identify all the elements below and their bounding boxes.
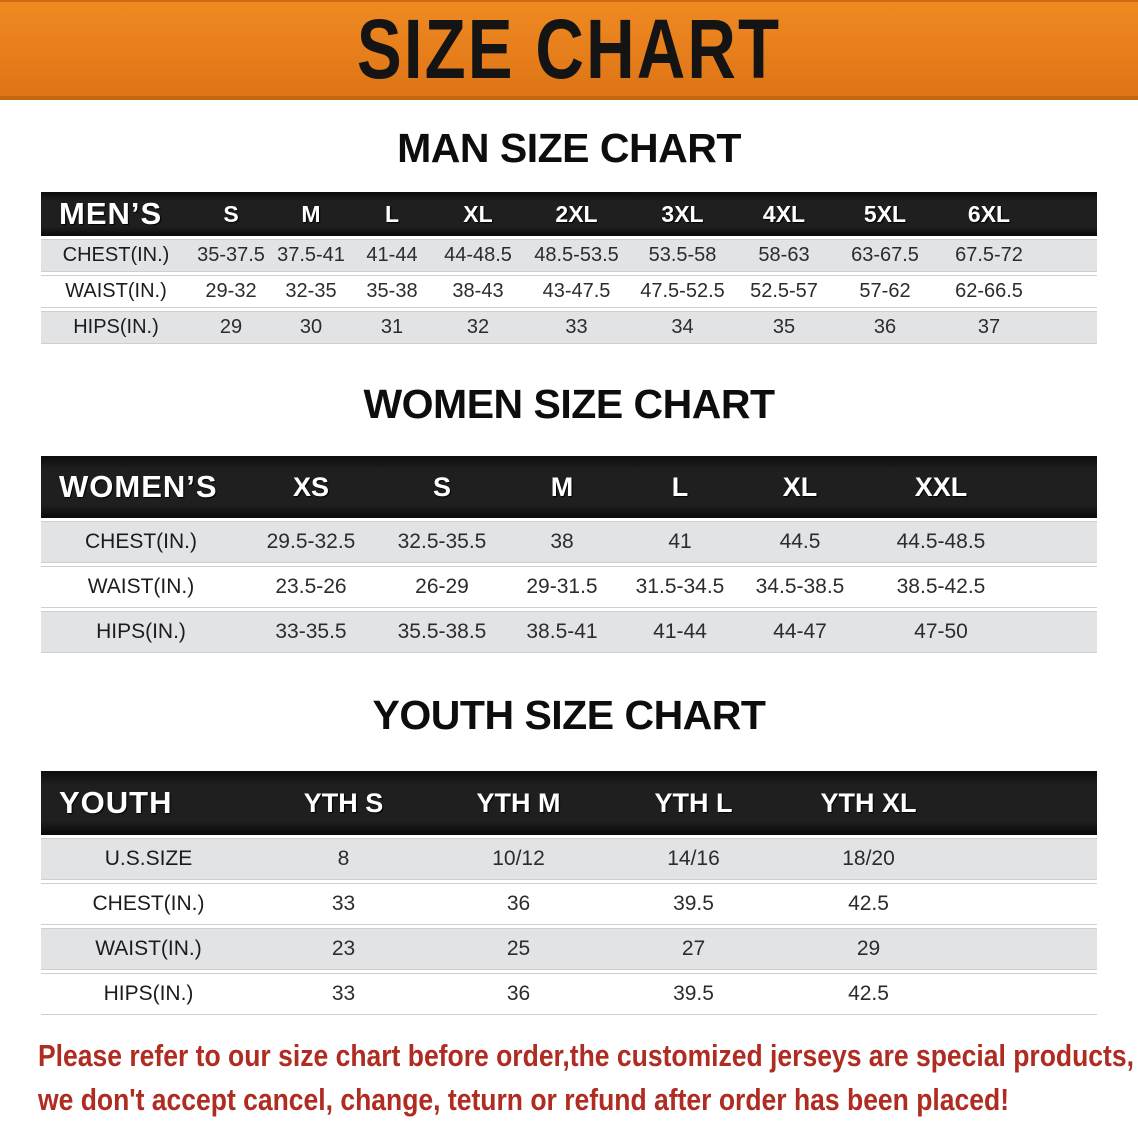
size-value-cell: 63-67.5	[833, 239, 937, 272]
table-label: MEN’S	[41, 192, 191, 236]
table-label: WOMEN’S	[41, 456, 241, 518]
size-value-cell: 14/16	[606, 838, 781, 880]
table-row	[41, 838, 1097, 880]
table-header-row	[41, 456, 1097, 518]
disclaimer-line-1: Please refer to our size chart before order,the customized jerseys are special products,	[38, 1038, 1134, 1073]
column-header: YTH S	[256, 771, 431, 835]
size-value-cell: 29	[781, 928, 956, 970]
disclaimer-line-2: we don't accept cancel, change, teturn or refund after order has been placed!	[38, 1082, 1010, 1117]
size-value-cell: 30	[271, 311, 351, 344]
size-value-cell: 47.5-52.5	[630, 275, 735, 308]
size-value-cell: 35-38	[351, 275, 433, 308]
size-value-cell: 62-66.5	[937, 275, 1041, 308]
men-size-chart-heading: MAN SIZE CHART	[397, 125, 741, 171]
table-label: YOUTH	[41, 771, 256, 835]
women-size-table	[41, 453, 1097, 656]
size-value-cell: 36	[833, 311, 937, 344]
size-value-cell: 18/20	[781, 838, 956, 880]
row-label: HIPS(IN.)	[41, 611, 241, 653]
spacer-cell	[956, 928, 1097, 970]
size-value-cell: 42.5	[781, 973, 956, 1015]
spacer-cell	[1021, 456, 1097, 518]
table-row	[41, 311, 1097, 344]
row-label: WAIST(IN.)	[41, 275, 191, 308]
spacer-cell	[1021, 521, 1097, 563]
disclaimer	[38, 1034, 1138, 1122]
size-value-cell: 29.5-32.5	[241, 521, 381, 563]
spacer-cell	[1021, 566, 1097, 608]
size-value-cell: 33	[256, 883, 431, 925]
size-value-cell: 26-29	[381, 566, 503, 608]
column-header: 2XL	[523, 192, 630, 236]
column-header: XS	[241, 456, 381, 518]
size-value-cell: 8	[256, 838, 431, 880]
size-value-cell: 44.5	[739, 521, 861, 563]
size-value-cell: 35.5-38.5	[381, 611, 503, 653]
size-value-cell: 39.5	[606, 883, 781, 925]
column-header: YTH L	[606, 771, 781, 835]
size-value-cell: 27	[606, 928, 781, 970]
size-value-cell: 53.5-58	[630, 239, 735, 272]
row-label: WAIST(IN.)	[41, 928, 256, 970]
row-label: HIPS(IN.)	[41, 973, 256, 1015]
youth-size-chart-heading: YOUTH SIZE CHART	[372, 692, 766, 738]
size-value-cell: 37.5-41	[271, 239, 351, 272]
spacer-cell	[956, 838, 1097, 880]
size-value-cell: 33-35.5	[241, 611, 381, 653]
row-label: CHEST(IN.)	[41, 239, 191, 272]
column-header: YTH XL	[781, 771, 956, 835]
size-value-cell: 38.5-42.5	[861, 566, 1021, 608]
size-value-cell: 35	[735, 311, 833, 344]
column-header: 3XL	[630, 192, 735, 236]
column-header: XXL	[861, 456, 1021, 518]
size-value-cell: 44-48.5	[433, 239, 523, 272]
size-value-cell: 34.5-38.5	[739, 566, 861, 608]
column-header: 5XL	[833, 192, 937, 236]
size-value-cell: 41-44	[351, 239, 433, 272]
row-label: WAIST(IN.)	[41, 566, 241, 608]
size-value-cell: 31.5-34.5	[621, 566, 739, 608]
section-men	[0, 125, 1138, 347]
table-header-row	[41, 192, 1097, 236]
size-value-cell: 32	[433, 311, 523, 344]
banner	[0, 0, 1138, 100]
size-value-cell: 33	[256, 973, 431, 1015]
column-header: L	[351, 192, 433, 236]
column-header: S	[191, 192, 271, 236]
table-row	[41, 566, 1097, 608]
size-value-cell: 44-47	[739, 611, 861, 653]
table-row	[41, 611, 1097, 653]
table-header-row	[41, 771, 1097, 835]
table-row	[41, 973, 1097, 1015]
size-value-cell: 38-43	[433, 275, 523, 308]
banner-title: SIZE CHART	[356, 1, 782, 97]
column-header: M	[271, 192, 351, 236]
size-value-cell: 25	[431, 928, 606, 970]
column-header: S	[381, 456, 503, 518]
size-value-cell: 67.5-72	[937, 239, 1041, 272]
size-value-cell: 23	[256, 928, 431, 970]
table-row	[41, 239, 1097, 272]
youth-size-table	[41, 768, 1097, 1018]
size-value-cell: 39.5	[606, 973, 781, 1015]
column-header: YTH M	[431, 771, 606, 835]
table-row	[41, 928, 1097, 970]
spacer-cell	[1041, 311, 1097, 344]
size-value-cell: 47-50	[861, 611, 1021, 653]
size-value-cell: 41	[621, 521, 739, 563]
size-value-cell: 29-32	[191, 275, 271, 308]
size-value-cell: 33	[523, 311, 630, 344]
size-value-cell: 38	[503, 521, 621, 563]
size-value-cell: 35-37.5	[191, 239, 271, 272]
size-value-cell: 37	[937, 311, 1041, 344]
size-value-cell: 58-63	[735, 239, 833, 272]
column-header: XL	[739, 456, 861, 518]
size-value-cell: 41-44	[621, 611, 739, 653]
spacer-cell	[956, 883, 1097, 925]
size-value-cell: 44.5-48.5	[861, 521, 1021, 563]
column-header: L	[621, 456, 739, 518]
spacer-cell	[1041, 275, 1097, 308]
table-row	[41, 521, 1097, 563]
spacer-cell	[1041, 239, 1097, 272]
section-women	[0, 381, 1138, 656]
size-value-cell: 23.5-26	[241, 566, 381, 608]
table-row	[41, 275, 1097, 308]
table-row	[41, 883, 1097, 925]
size-value-cell: 10/12	[431, 838, 606, 880]
column-header: 6XL	[937, 192, 1041, 236]
size-value-cell: 52.5-57	[735, 275, 833, 308]
size-value-cell: 57-62	[833, 275, 937, 308]
size-value-cell: 38.5-41	[503, 611, 621, 653]
spacer-cell	[956, 771, 1097, 835]
men-size-table	[41, 189, 1097, 347]
spacer-cell	[1021, 611, 1097, 653]
section-youth	[0, 692, 1138, 1018]
spacer-cell	[1041, 192, 1097, 236]
size-value-cell: 43-47.5	[523, 275, 630, 308]
column-header: 4XL	[735, 192, 833, 236]
row-label: CHEST(IN.)	[41, 883, 256, 925]
column-header: XL	[433, 192, 523, 236]
size-value-cell: 31	[351, 311, 433, 344]
column-header: M	[503, 456, 621, 518]
size-value-cell: 32.5-35.5	[381, 521, 503, 563]
women-size-chart-heading: WOMEN SIZE CHART	[363, 381, 775, 427]
row-label: HIPS(IN.)	[41, 311, 191, 344]
size-value-cell: 29	[191, 311, 271, 344]
size-value-cell: 29-31.5	[503, 566, 621, 608]
size-value-cell: 42.5	[781, 883, 956, 925]
size-value-cell: 32-35	[271, 275, 351, 308]
row-label: CHEST(IN.)	[41, 521, 241, 563]
spacer-cell	[956, 973, 1097, 1015]
size-value-cell: 36	[431, 883, 606, 925]
size-value-cell: 34	[630, 311, 735, 344]
size-value-cell: 36	[431, 973, 606, 1015]
row-label: U.S.SIZE	[41, 838, 256, 880]
size-value-cell: 48.5-53.5	[523, 239, 630, 272]
